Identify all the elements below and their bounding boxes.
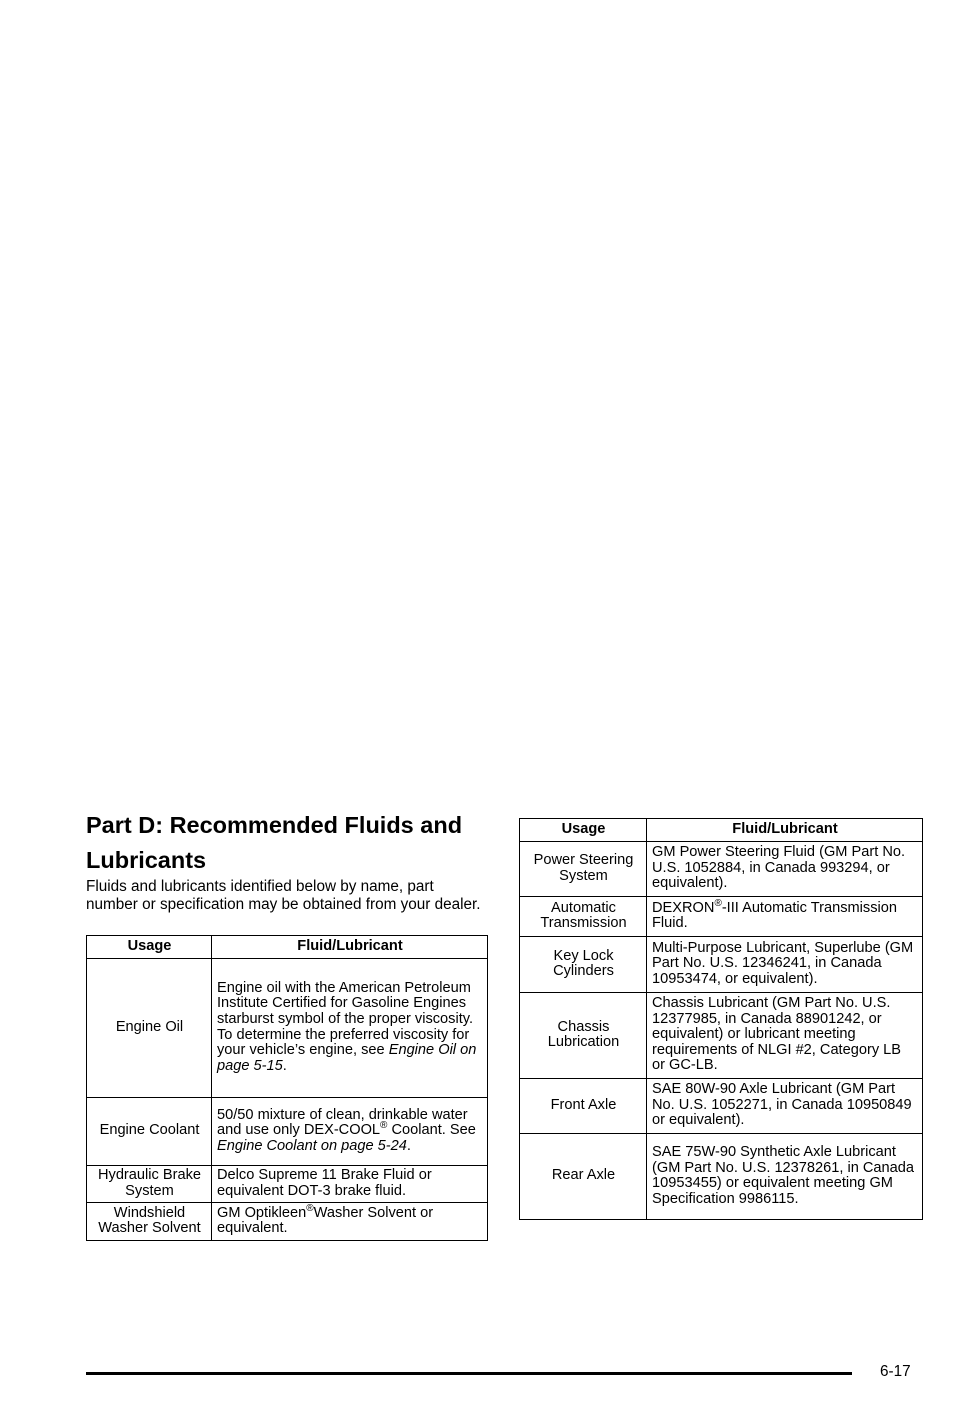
fluid-cell: Multi-Purpose Lubricant, Superlube (GM Part No. U.S. 12346241, in Canada 10953474, or equivalent). [647, 936, 923, 992]
fluid-text-continued: Coolant. See [387, 1122, 476, 1139]
page-reference: Engine Oil on page 5-15 [217, 1042, 477, 1074]
intro-paragraph: Fluids and lubricants identified below by name, part number or specification may be obtained from your dealer. [86, 878, 481, 913]
fluid-column-header: Fluid/Lubricant [647, 819, 923, 842]
fluid-cell: Chassis Lubricant (GM Part No. U.S. 12377985, in Canada 88901242, or equivalent) or lubricant meeting requirements of NLGI #2, Category LB or GC-LB. [647, 992, 923, 1078]
fluid-cell [212, 1097, 488, 1165]
fluid-cell [212, 1202, 488, 1240]
usage-cell: Automatic Transmission [520, 896, 647, 936]
fluid-text: GM Optikleen [217, 1204, 307, 1221]
fluid-cell: Delco Supreme 11 Brake Fluid or equivalent DOT-3 brake fluid. [212, 1165, 488, 1202]
table-row [87, 1097, 488, 1165]
usage-cell: Front Axle [520, 1078, 647, 1133]
registered-mark: ® [380, 1120, 388, 1132]
usage-column-header: Usage [520, 819, 647, 842]
table-row [520, 1078, 923, 1133]
table-row [520, 1133, 923, 1219]
fluid-cell [212, 958, 488, 1097]
page-reference: Engine Coolant on page 5-24 [217, 1137, 407, 1154]
table-row [87, 1202, 488, 1240]
usage-cell: Engine Coolant [87, 1097, 212, 1165]
fluid-text-end: . [282, 1057, 287, 1074]
fluid-cell: SAE 80W-90 Axle Lubricant (GM Part No. U.S. 1052271, in Canada 10950849 or equivalent). [647, 1078, 923, 1133]
fluid-cell: SAE 75W-90 Synthetic Axle Lubricant (GM Part No. U.S. 12378261, in Canada 10953455) or equivalent meeting GM Specification 9986115. [647, 1133, 923, 1219]
fluid-text-end: . [406, 1137, 411, 1154]
usage-cell: Key Lock Cylinders [520, 936, 647, 992]
footer-rule [86, 1372, 852, 1375]
fluid-text: DEXRON [652, 899, 715, 916]
table-row [520, 992, 923, 1078]
fluids-table-right [519, 818, 923, 1220]
fluid-text: 50/50 mixture of clean, drinkable water and use only DEX-COOL [217, 1106, 468, 1139]
table-row [520, 896, 923, 936]
table-row [87, 958, 488, 1097]
table-row [520, 936, 923, 992]
usage-cell: Engine Oil [87, 958, 212, 1097]
fluid-text-continued: -III Automatic Transmission Fluid. [652, 899, 897, 932]
registered-mark: ® [306, 1202, 314, 1214]
table-row [87, 1165, 488, 1202]
usage-cell: Rear Axle [520, 1133, 647, 1219]
fluid-column-header: Fluid/Lubricant [212, 936, 488, 959]
fluid-cell [647, 896, 923, 936]
fluid-cell: GM Power Steering Fluid (GM Part No. U.S. 1052884, in Canada 993294, or equivalent). [647, 841, 923, 896]
usage-cell: Hydraulic Brake System [87, 1165, 212, 1202]
fluid-text-continued: Washer Solvent or equivalent. [217, 1204, 434, 1237]
fluids-table-left [86, 935, 488, 1241]
page-number: 6-17 [880, 1363, 911, 1380]
table-row [520, 841, 923, 896]
usage-cell: Power Steering System [520, 841, 647, 896]
usage-cell: Chassis Lubrication [520, 992, 647, 1078]
table-header-row [520, 819, 923, 842]
usage-column-header: Usage [87, 936, 212, 959]
fluid-text: Engine oil with the American Petroleum Institute Certified for Gasoline Engines starburst symbol of the proper viscosity. To determine the preferred viscosity for your vehicle’s engine, see [217, 979, 474, 1059]
registered-mark: ® [714, 897, 722, 909]
table-header-row [87, 936, 488, 959]
section-title: Part D: Recommended Fluids and Lubricants [86, 812, 463, 873]
usage-cell: Windshield Washer Solvent [87, 1202, 212, 1240]
